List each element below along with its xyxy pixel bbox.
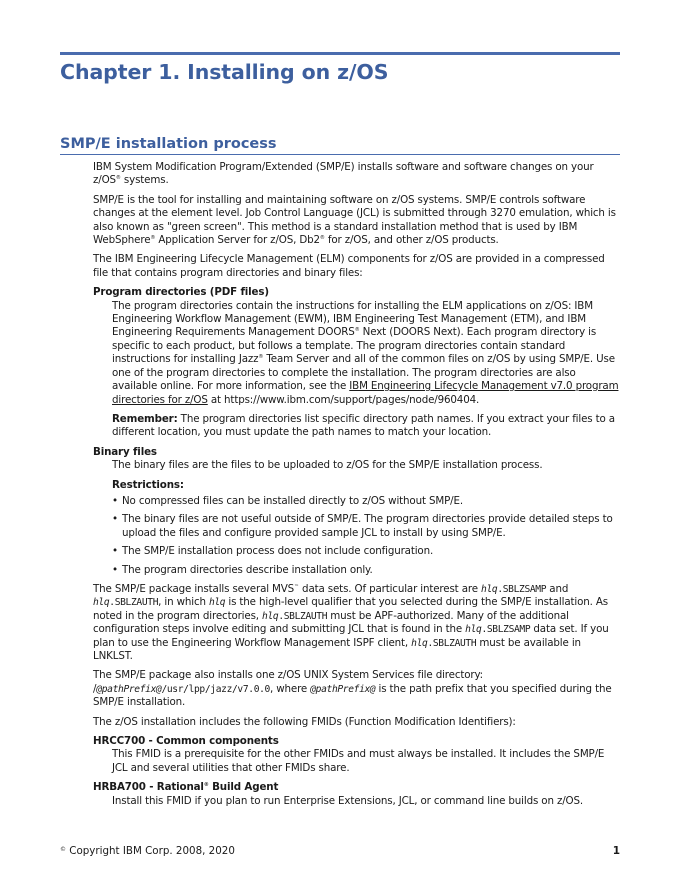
section-body: [93, 161, 619, 814]
smpe-paragraph: SMP/E is the tool for installing and maintaining software on z/OS systems. SMP/E controls software changes at the element level. Job Control Language (JCL) is submitted through 3270 emulation, which is also known as "green screen". This method is a standard installation method that is used by IBM WebSphere® Application Server for z/OS, Db2® for z/OS, and other z/OS products.: [93, 193, 616, 247]
fmid-desc-hrcc700: This FMID is a prerequisite for the other FMIDs and must always be installed. It includes the SMP/E JCL and several utilities that other FMIDs share.: [112, 748, 605, 774]
unix-directory-paragraph: The SMP/E package also installs one z/OS UNIX System Services file directory: /@pathPrefix@/usr/lpp/jazz/v7.0.0, where @pathPrefix@ is the path prefix that you specified during the SMP/E installation.: [93, 669, 612, 709]
restrictions-list: [112, 495, 619, 577]
program-directories-link[interactable]: IBM Engineering Lifecycle Management v7.0 program directories for z/OS: [112, 380, 619, 406]
section-title: SMP/E installation process: [60, 136, 620, 155]
footer-copyright: © Copyright IBM Corp. 2008, 2020: [60, 845, 235, 857]
intro-paragraph: IBM System Modification Program/Extended (SMP/E) installs software and software changes on your z/OS® systems.: [93, 161, 594, 187]
remember-note: Remember: The program directories list specific directory path names. If you extract your files to a different location, you must update the path names to match your location.: [112, 412, 615, 439]
program-directories-desc: The program directories contain the instructions for installing the ELM applications on z/OS: IBM Engineering Workflow Management (EWM), IBM Engineering Test Management (ETM), and IBM Engineering Requirements Management DOORS® Next (DOORS Next). Each program directory is specific to each product, but follows a template. The program directories contain standard instructions for installing Jazz® Team Server and all of the common files on z/OS by using SMP/E. Use one of the program directories to complete the installation. The program directories are also available online. For more information, see the IBM Engineering Lifecycle Management v7.0 program directories for z/OS at https://www.ibm.com/support/pages/node/960404. Remember: The program directories list specific directory path names. If you extract your files to a different location, you must update the path names to match your location.: [112, 299, 619, 439]
mvs-datasets-paragraph: The SMP/E package installs several MVS™ data sets. Of particular interest are hlq.SBLZSAMP and hlq.SBLZAUTH, in which hlq is the high-level qualifier that you selected during the SMP/E installation. As noted in the program directories, hlq.SBLZAUTH must be APF-authorized. Many of the additional configuration steps involve editing and submitting JCL that is found in the hlq.SBLZSAMP data set. If you plan to use the Engineering Workflow Management ISPF client, hlq.SBLZAUTH must be available in LNKLST.: [93, 582, 609, 662]
fmid-term-hrba700: HRBA700 - Rational® Build Agent: [93, 781, 279, 794]
list-item: • No compressed files can be installed directly to z/OS without SMP/E.: [112, 495, 619, 508]
binary-files-desc: The binary files are the files to be uploaded to z/OS for the SMP/E installation process. Restrictions: • No compressed files can be installed directly to z/OS without SMP/E. • The binary files are not useful outside of SMP/E. The program directories provide detailed steps to upload the files and configure provided sample JCL to install by using SMP/E. • The SMP/E installation process does not include configuration. • The program directories describe installation only.: [112, 459, 619, 577]
restrictions-label: Restrictions:: [112, 478, 184, 491]
fmid-term-hrcc700: HRCC700 - Common components: [93, 735, 279, 748]
binary-files-term: Binary files: [93, 445, 157, 458]
chapter-top-rule: [60, 52, 620, 55]
list-item: • The SMP/E installation process does not include configuration.: [112, 545, 619, 558]
fmid-desc-hrba700: Install this FMID if you plan to run Enterprise Extensions, JCL, or command line builds on z/OS.: [112, 794, 583, 807]
list-item: • The binary files are not useful outside of SMP/E. The program directories provide detailed steps to upload the files and configure provided sample JCL to install by using SMP/E.: [112, 513, 619, 540]
chapter-title: Chapter 1. Installing on z/OS: [60, 60, 389, 84]
list-item: • The program directories describe installation only.: [112, 564, 619, 577]
program-directories-term: Program directories (PDF files): [93, 286, 269, 299]
page-number: 1: [612, 845, 620, 857]
fmids-intro-paragraph: The z/OS installation includes the following FMIDs (Function Modification Identifiers):: [93, 715, 516, 728]
elm-paragraph: The IBM Engineering Lifecycle Management (ELM) components for z/OS are provided in a compressed file that contains program directories and binary files:: [93, 253, 605, 279]
